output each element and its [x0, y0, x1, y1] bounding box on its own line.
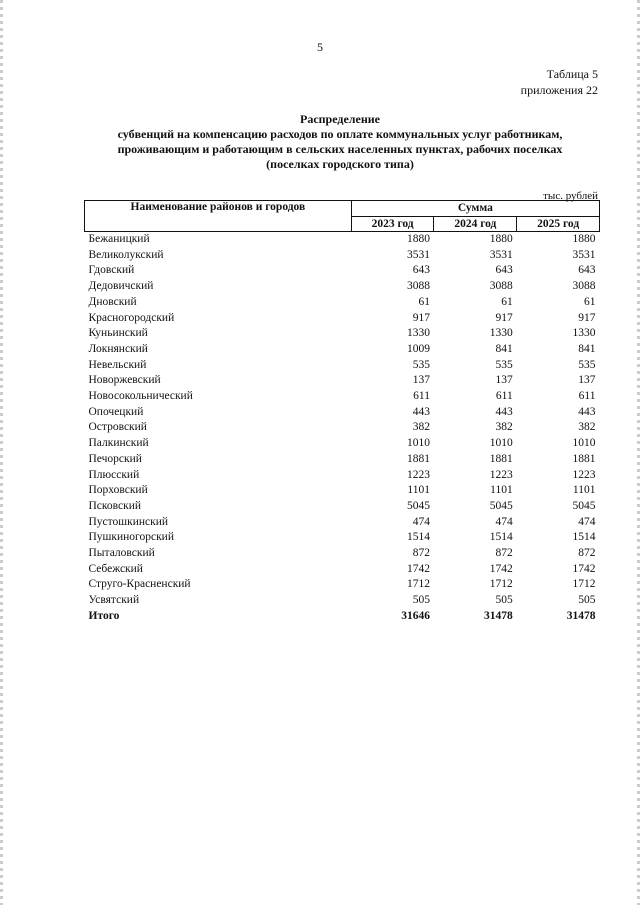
header-name: Наименование районов и городов — [85, 201, 352, 232]
value-2023: 137 — [412, 374, 430, 387]
table-row — [85, 358, 600, 374]
value-2025: 3531 — [572, 248, 596, 261]
table-row — [85, 593, 600, 609]
table-total-row — [85, 609, 600, 625]
value-2025: 474 — [578, 515, 596, 528]
value-2025: 5045 — [572, 499, 596, 512]
value-2024: 872 — [495, 547, 513, 560]
value-2024: 1514 — [489, 531, 513, 544]
value-2023: 3088 — [406, 280, 430, 293]
value-2023: 1223 — [406, 468, 430, 481]
district-name: Себежский — [88, 562, 143, 575]
value-2024: 3531 — [489, 248, 513, 261]
district-name: Пустошкинский — [88, 515, 169, 528]
table-row — [85, 577, 600, 593]
value-2024: 841 — [495, 342, 513, 355]
table-row — [85, 546, 600, 562]
district-name: Пыталовский — [88, 547, 155, 560]
table-row — [85, 515, 600, 531]
title-line1: Распределение — [299, 112, 381, 126]
district-name: Дновский — [88, 295, 137, 308]
value-2025: 1742 — [572, 562, 596, 575]
value-2024: 643 — [495, 264, 513, 277]
value-2024: 443 — [495, 405, 513, 418]
district-name: Псковский — [88, 499, 142, 512]
table-row — [85, 452, 600, 468]
value-2025: 505 — [578, 594, 596, 607]
total-value-2025: 31478 — [566, 609, 596, 622]
value-2025: 1330 — [572, 327, 596, 340]
table-row — [85, 468, 600, 484]
value-2023: 1514 — [406, 531, 430, 544]
document-title — [70, 112, 610, 172]
table-row — [85, 232, 600, 248]
value-2023: 917 — [412, 311, 430, 324]
page-number: 5 — [317, 40, 323, 54]
value-2025: 1514 — [572, 531, 596, 544]
value-2024: 917 — [495, 311, 513, 324]
table-row — [85, 530, 600, 546]
value-2024: 611 — [495, 390, 513, 403]
value-2024: 5045 — [489, 499, 513, 512]
value-2025: 443 — [578, 405, 596, 418]
district-name: Палкинский — [88, 437, 149, 450]
header-year-2024: 2024 год — [434, 216, 517, 232]
value-2025: 1881 — [572, 452, 596, 465]
value-2025: 382 — [578, 421, 596, 434]
table-row — [85, 248, 600, 264]
value-2023: 1010 — [406, 437, 430, 450]
table-row — [85, 389, 600, 405]
value-2024: 535 — [495, 358, 513, 371]
district-name: Красногородский — [88, 311, 175, 324]
value-2025: 61 — [584, 295, 596, 308]
district-name: Опочецкий — [88, 405, 144, 418]
value-2023: 535 — [412, 358, 430, 371]
title-line2: субвенций на компенсацию расходов по оплате коммунальных услуг работникам, — [117, 127, 563, 141]
table-row — [85, 326, 600, 342]
table-row — [85, 342, 600, 358]
district-name: Островский — [88, 421, 147, 434]
value-2023: 3531 — [406, 248, 430, 261]
value-2024: 505 — [495, 594, 513, 607]
district-name: Дедовичский — [88, 280, 154, 293]
table-row — [85, 373, 600, 389]
scan-edge-left — [0, 0, 3, 905]
district-name: Струго-Красненский — [88, 578, 191, 591]
value-2024: 1880 — [489, 233, 513, 245]
value-2023: 643 — [412, 264, 430, 277]
value-2024: 1223 — [489, 468, 513, 481]
district-name: Куньинский — [88, 327, 148, 340]
value-2024: 137 — [495, 374, 513, 387]
value-2023: 1330 — [406, 327, 430, 340]
value-2023: 1712 — [406, 578, 430, 591]
value-2025: 1712 — [572, 578, 596, 591]
value-2024: 1010 — [489, 437, 513, 450]
district-name: Гдовский — [88, 264, 135, 277]
header-sum: Сумма — [351, 201, 599, 217]
district-name: Печорский — [88, 452, 142, 465]
value-2024: 474 — [495, 515, 513, 528]
value-2025: 1010 — [572, 437, 596, 450]
value-2023: 5045 — [406, 499, 430, 512]
value-2025: 643 — [578, 264, 596, 277]
value-2023: 474 — [412, 515, 430, 528]
title-line4: (поселках городского типа) — [266, 157, 414, 171]
value-2024: 382 — [495, 421, 513, 434]
table-row — [85, 436, 600, 452]
title-line3: проживающим и работающим в сельских населенных пунктах, рабочих поселках — [117, 142, 563, 156]
header-year-2025: 2025 год — [517, 216, 600, 232]
value-2025: 1223 — [572, 468, 596, 481]
total-value-2024: 31478 — [483, 609, 513, 622]
value-2025: 3088 — [572, 280, 596, 293]
value-2025: 535 — [578, 358, 596, 371]
value-2024: 3088 — [489, 280, 513, 293]
district-name: Новосокольнический — [88, 390, 193, 403]
value-2023: 61 — [418, 295, 430, 308]
table-row — [85, 311, 600, 327]
value-2023: 382 — [412, 421, 430, 434]
total-label: Итого — [88, 609, 120, 622]
value-2023: 1880 — [406, 233, 430, 245]
value-2025: 841 — [578, 342, 596, 355]
table-row — [85, 420, 600, 436]
value-2025: 1101 — [572, 484, 596, 497]
table-reference — [521, 66, 598, 98]
value-2024: 1330 — [489, 327, 513, 340]
district-name: Локнянский — [88, 342, 148, 355]
district-name: Бежаницкий — [88, 233, 150, 245]
value-2024: 61 — [501, 295, 513, 308]
table-row — [85, 279, 600, 295]
units-label: тыс. рублей — [543, 190, 598, 202]
district-name: Порховский — [88, 484, 148, 497]
value-2024: 1742 — [489, 562, 513, 575]
district-name: Усвятский — [88, 594, 140, 607]
table-row — [85, 562, 600, 578]
value-2024: 1881 — [489, 452, 513, 465]
district-name: Невельский — [88, 358, 147, 371]
value-2025: 917 — [578, 311, 596, 324]
value-2023: 443 — [412, 405, 430, 418]
district-name: Плюсский — [88, 468, 140, 481]
value-2023: 1009 — [406, 342, 430, 355]
value-2023: 1881 — [406, 452, 430, 465]
value-2023: 872 — [412, 547, 430, 560]
table-row — [85, 295, 600, 311]
table-row — [85, 263, 600, 279]
table-row — [85, 483, 600, 499]
district-name: Великолукский — [88, 248, 164, 261]
value-2025: 611 — [578, 390, 596, 403]
total-value-2023: 31646 — [401, 609, 430, 622]
value-2023: 1101 — [407, 484, 430, 497]
table-row — [85, 499, 600, 515]
value-2023: 611 — [413, 390, 430, 403]
subvention-table — [84, 200, 600, 625]
table-reference-line1: Таблица 5 — [546, 67, 598, 81]
table-row — [85, 405, 600, 421]
value-2024: 1101 — [490, 484, 513, 497]
value-2025: 872 — [578, 547, 596, 560]
value-2025: 1880 — [572, 233, 596, 245]
value-2024: 1712 — [489, 578, 513, 591]
district-name: Новоржевский — [88, 374, 161, 387]
district-name: Пушкиногорский — [88, 531, 174, 544]
header-year-2023: 2023 год — [351, 216, 434, 232]
value-2023: 1742 — [406, 562, 430, 575]
value-2025: 137 — [578, 374, 596, 387]
value-2023: 505 — [412, 594, 430, 607]
table-reference-line2: приложения 22 — [520, 83, 598, 97]
